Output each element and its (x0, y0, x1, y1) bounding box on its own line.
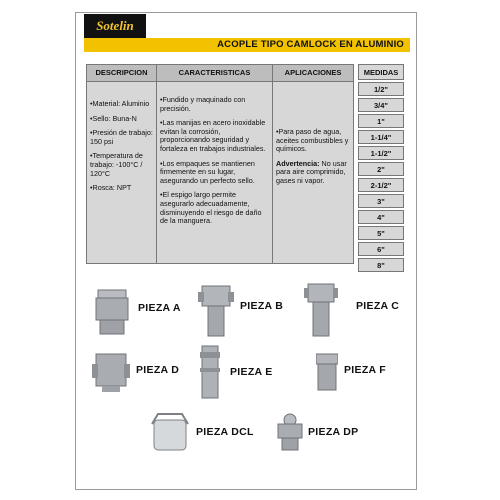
warning-text: No usar para aire comprimido, gases ni vapor. (276, 158, 347, 185)
header-aplicaciones: APLICACIONES (273, 65, 353, 82)
desc-item: •Sello: Buna-N (90, 113, 137, 123)
label-pieza-a: PIEZA A (138, 302, 181, 314)
label-pieza-e: PIEZA E (230, 366, 273, 378)
desc-item: •Temperatura de trabajo: -100°C / 120°C (90, 151, 143, 178)
coupler-d-image (92, 352, 130, 394)
medida-cell: 8" (358, 258, 404, 272)
medida-cell: 2-1/2" (358, 178, 404, 192)
label-pieza-f: PIEZA F (344, 364, 386, 376)
medida-cell: 1-1/4" (358, 130, 404, 144)
column-caracteristicas (157, 65, 273, 263)
coupler-dcl-image (148, 412, 192, 456)
medida-cell: 6" (358, 242, 404, 256)
label-pieza-dcl: PIEZA DCL (196, 426, 254, 438)
coupler-a-image (92, 288, 132, 336)
coupler-f-image (316, 352, 338, 392)
medida-cell: 1/2" (358, 82, 404, 96)
medida-cell: 5" (358, 226, 404, 240)
label-pieza-b: PIEZA B (240, 300, 284, 312)
label-pieza-d: PIEZA D (136, 364, 180, 376)
medidas-header: MEDIDAS (358, 64, 404, 80)
medida-cell: 2" (358, 162, 404, 176)
desc-item: •Rosca: NPT (90, 183, 132, 193)
aplicaciones-cell (273, 82, 353, 186)
application-item: •Para paso de agua, aceites combustibles y químicos. (276, 127, 349, 154)
header-caracteristicas: CARACTERISTICAS (157, 65, 272, 82)
column-aplicaciones (273, 65, 353, 263)
header-descripcion: DESCRIPCION (87, 65, 156, 82)
medidas-column (358, 64, 404, 270)
coupler-c-image (304, 282, 338, 338)
warning-label: Advertencia: (276, 158, 320, 168)
desc-item: •Presión de trabajo: 150 psi (90, 128, 153, 146)
medida-cell: 4" (358, 210, 404, 224)
feature-item: •Fundido y maquinado con precisión. (160, 95, 246, 113)
spec-table (86, 64, 354, 264)
medida-cell: 1" (358, 114, 404, 128)
coupler-dp-image (276, 412, 304, 452)
medida-cell: 3" (358, 194, 404, 208)
column-descripcion (87, 65, 157, 263)
feature-item: •Las manijas en acero inoxidable evitan la corrosión, proporcionando seguridad y fortaleza en trabajos industriales. (160, 118, 266, 153)
coupler-e-image (200, 344, 220, 400)
feature-item: •El espigo largo permite asegurarlo adecuadamente, disminuyendo el riesgo de daño de la manguera. (160, 190, 262, 226)
descripcion-cell (87, 82, 156, 193)
desc-item: •Material: Aluminio (90, 99, 150, 108)
medida-cell: 3/4" (358, 98, 404, 112)
warning-item (276, 160, 350, 186)
coupler-b-image (198, 284, 234, 338)
label-pieza-dp: PIEZA DP (308, 426, 359, 438)
caracteristicas-cell (157, 82, 272, 226)
label-pieza-c: PIEZA C (356, 300, 400, 312)
brand-logo: Sotelin (84, 14, 146, 38)
medida-cell: 1-1/2" (358, 146, 404, 160)
banner-title: ACOPLE TIPO CAMLOCK EN ALUMINIO (84, 38, 410, 52)
feature-item: •Los empaques se mantienen firmemente en su lugar, asegurando un perfecto sello. (160, 158, 255, 185)
